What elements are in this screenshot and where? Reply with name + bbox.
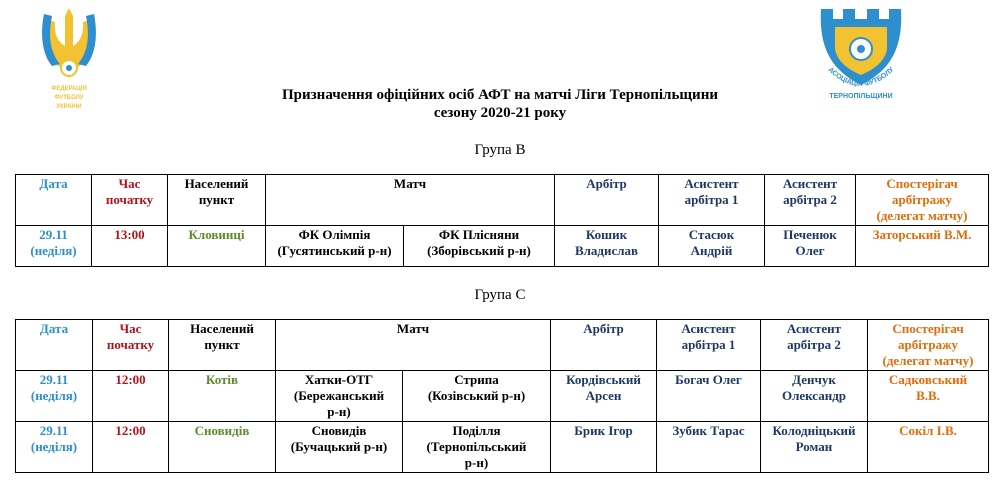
assistant-1 (657, 371, 761, 422)
header-time (92, 175, 168, 226)
assistant-1 (657, 422, 761, 473)
header-row (16, 320, 989, 371)
cell-line: арбітражу (891, 192, 953, 207)
svg-text:ФУТБОЛУ: ФУТБОЛУ (54, 95, 84, 101)
away-team (403, 422, 551, 473)
cell-line: Олександр (781, 388, 847, 403)
cell-line: р-н) (464, 455, 489, 470)
group-c-table (15, 319, 989, 473)
cell-line: Котів (205, 372, 239, 387)
cell-line: арбітра 2 (783, 192, 837, 207)
cell-line: (неділя) (30, 439, 78, 454)
cell-line: ФК Плісняни (438, 227, 520, 242)
group-b-table (15, 174, 989, 267)
home-team (276, 422, 403, 473)
cell-line: арбітра 1 (684, 192, 739, 207)
svg-text:УКРАЇНИ: УКРАЇНИ (56, 104, 82, 110)
cell-line: Колодніцький (772, 423, 856, 438)
observer (868, 422, 989, 473)
header-referee (551, 320, 657, 371)
cell-line: 29.11 (39, 423, 69, 438)
cell-line: Печенюк (783, 227, 837, 242)
cell-line: Спостерігач (892, 321, 964, 336)
cell-line: Стасюк (688, 227, 735, 242)
cell-line: Сновидів (194, 423, 250, 438)
header-observer (868, 320, 989, 371)
cell-line: 12:00 (115, 423, 146, 438)
match-place (169, 371, 276, 422)
header-assistant-1 (657, 320, 761, 371)
cell-line: (неділя) (30, 243, 77, 258)
cell-line: Зубик Тарас (672, 423, 745, 438)
referee (551, 422, 657, 473)
cell-line: Садковський (888, 372, 968, 387)
cell-line: Денчук (792, 372, 836, 387)
header-assistant-2 (765, 175, 856, 226)
match-date (16, 226, 92, 267)
header-row (16, 175, 989, 226)
table-row (16, 226, 989, 267)
header-assistant-1 (659, 175, 765, 226)
observer (856, 226, 989, 267)
cell-line: Олег (795, 243, 825, 258)
match-date (16, 371, 93, 422)
cell-line: Владислав (574, 243, 639, 258)
cell-line: Кловинці (188, 227, 245, 242)
cell-line: пункт (198, 192, 235, 207)
cell-line: Сновидів (311, 423, 367, 438)
group-c-title: Група С (474, 287, 526, 303)
referee (555, 226, 659, 267)
table-row (16, 371, 989, 422)
cell-line: Стрипа (454, 372, 499, 387)
cell-line: Кошик (585, 227, 628, 242)
cell-line: Арсен (585, 388, 622, 403)
cell-line: (делегат матчу) (876, 208, 968, 223)
observer (868, 371, 989, 422)
cell-line: Матч (396, 321, 430, 336)
away-team (403, 371, 551, 422)
cell-line: (Бережанський (293, 388, 385, 403)
home-team (266, 226, 404, 267)
table-row (16, 422, 989, 473)
cell-line: Хатки-ОТГ (304, 372, 374, 387)
cell-line: ФК Олімпія (298, 227, 371, 242)
cell-line: (Бучацький р-н) (290, 439, 388, 454)
cell-line: Брик Ігор (574, 423, 633, 438)
title-line-1: Призначення офіційних осіб АФТ на матчі Ліги Тернопільщини (282, 87, 718, 103)
cell-line: Арбітр (586, 176, 627, 191)
cell-line: (неділя) (30, 388, 78, 403)
cell-line: початку (105, 192, 154, 207)
header-assistant-2 (761, 320, 868, 371)
cell-line: Богач Олег (675, 372, 742, 387)
cell-line: Матч (393, 176, 427, 191)
cell-line: Асистент (786, 321, 842, 336)
cell-line: р-н) (327, 404, 351, 419)
trident-icon (42, 8, 96, 78)
cell-line: (Гусятинський р-н) (277, 243, 392, 258)
cell-line: Арбітр (583, 321, 624, 336)
cell-line: 29.11 (39, 372, 69, 387)
cell-line: 29.11 (39, 227, 68, 242)
cell-line: Андрій (690, 243, 733, 258)
referee (551, 371, 657, 422)
match-time (93, 422, 169, 473)
header-observer (856, 175, 989, 226)
cell-line: Населений (184, 176, 249, 191)
cell-line: Сокіл І.В. (899, 423, 957, 438)
cell-line: арбітра 1 (681, 337, 736, 352)
cell-line: Асистент (681, 321, 736, 336)
cell-line: Кордівський (566, 372, 641, 387)
header-match (266, 175, 555, 226)
group-b-title: Група В (474, 142, 526, 158)
cell-line: Населений (190, 321, 254, 336)
header-date (16, 320, 93, 371)
assistant-2 (761, 371, 868, 422)
header-referee (555, 175, 659, 226)
match-time (93, 371, 169, 422)
cell-line: 12:00 (115, 372, 146, 387)
cell-line: Дата (39, 321, 69, 336)
assistant-2 (765, 226, 856, 267)
svg-text:ТЕРНОПІЛЬЩИНИ: ТЕРНОПІЛЬЩИНИ (829, 93, 893, 100)
cell-line: арбітра 2 (787, 337, 841, 352)
title-line-2: сезону 2020-21 року (433, 105, 567, 121)
cell-line: Час (119, 321, 142, 336)
header-place (169, 320, 276, 371)
cell-line: (Зборівський р-н) (427, 243, 531, 258)
match-time (92, 226, 168, 267)
away-team (404, 226, 555, 267)
page-title (0, 86, 1000, 122)
uaf-logo-text: ФЕДЕРАЦІЯ (51, 86, 87, 92)
match-place (169, 422, 276, 473)
cell-line: початку (106, 337, 155, 352)
header-match (276, 320, 551, 371)
cell-line: Роман (795, 439, 833, 454)
assistant-2 (761, 422, 868, 473)
cell-line: 13:00 (114, 227, 145, 242)
header-date (16, 175, 92, 226)
cell-line: (Тернопільський (426, 439, 527, 454)
header-time (93, 320, 169, 371)
cell-line: (делегат матчу) (882, 353, 974, 368)
match-date (16, 422, 93, 473)
cell-line: Спостерігач (886, 176, 958, 191)
assistant-1 (659, 226, 765, 267)
cell-line: (Козівський р-н) (427, 388, 526, 403)
cell-line: арбітражу (897, 337, 959, 352)
aft-logo-text: АСОЦІАЦІЯ ФУТБОЛУ (826, 66, 896, 89)
match-place (168, 226, 266, 267)
header-place (168, 175, 266, 226)
home-team (276, 371, 403, 422)
cell-line: В.В. (916, 388, 940, 403)
cell-line: Асистент (684, 176, 739, 191)
cell-line: Час (118, 176, 141, 191)
cell-line: Асистент (782, 176, 838, 191)
cell-line: пункт (204, 337, 240, 352)
cell-line: Заторський В.М. (872, 227, 972, 242)
cell-line: Дата (39, 176, 68, 191)
cell-line: Поділля (452, 423, 501, 438)
